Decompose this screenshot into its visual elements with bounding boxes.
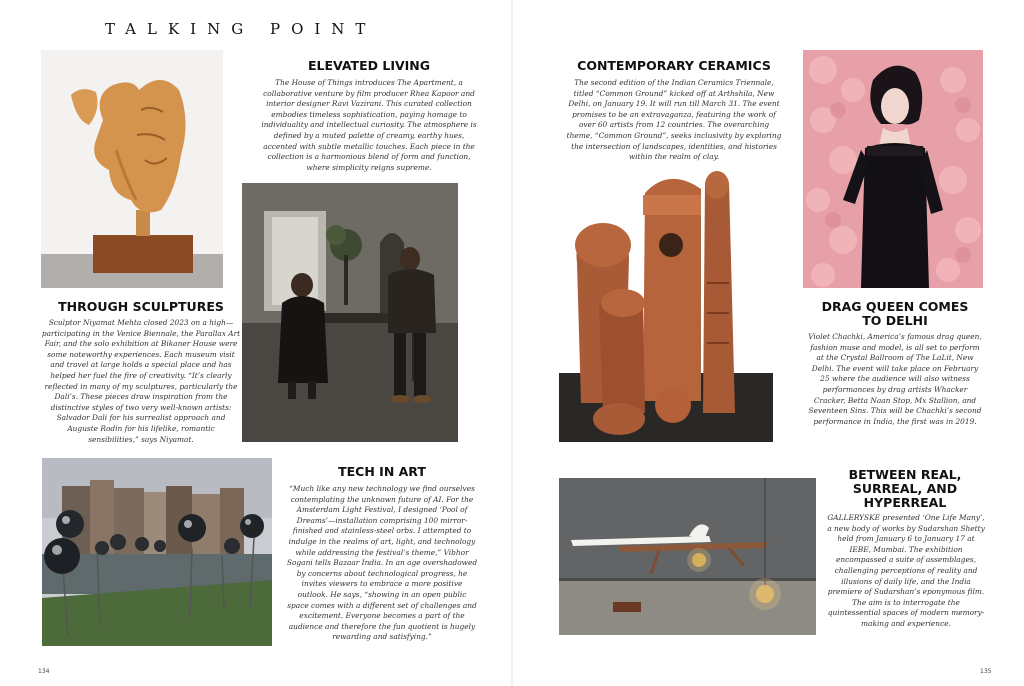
drag-queen-body: Violet Chachki, America’s famous drag queen, fashion muse and model, is all set to perform at the Crystal Ballroom of The LaLit, New Delhi. The event will take place on February 25 where the audience will also witness performances by drag artists Whacker Cracker, Betta Naan Stop, Mx Stallion, and Seventeen Sins. This will be Chachki’s second performance in India, the first was in 2019. xyxy=(808,332,982,426)
between-real-body: GALLERYSKE presented ‘One Life Many’, a new body of works by Sudarshan Shetty held from January 6 to January 17 at IEBE, Mumbai. The exhibition encompassed a suite of assemblages, challenging perceptions of reality and illusions of daily life, and the India premiere of Sudarshan’s eponymous film. The aim is to interrogate the quintessential spaces of modern memory-making and experience. xyxy=(827,513,985,628)
between-real-heading: BETWEEN REAL, SURREAL, AND HYPERREAL xyxy=(848,467,962,510)
ceramics-photo xyxy=(559,163,773,442)
tech-in-art-heading: TECH IN ART xyxy=(338,464,426,479)
installation-photo xyxy=(559,478,816,635)
contemporary-ceramics-body: The second edition of the Indian Ceramics Triennale, titled “Common Ground” kicked off at Arthshila, New Delhi, on January 19. It will run till March 31. The event promises to be an extravaganza, featuring the work of over 60 artists from 12 countries. The overarching theme, “Common Ground”, seeks inclusivity by exploring the intersection of landscapes, identities, and histories within the realm of clay. xyxy=(566,78,782,162)
sculpture-photo xyxy=(41,50,223,288)
section-title: TALKING POINT xyxy=(105,20,377,38)
drag-queen-heading: DRAG QUEEN COMES TO DELHI xyxy=(821,299,969,328)
contemporary-ceramics-heading: CONTEMPORARY CERAMICS xyxy=(577,58,771,73)
interior-photo xyxy=(242,183,458,442)
through-sculptures-heading: THROUGH SCULPTURES xyxy=(58,299,224,314)
through-sculptures-body: Sculptor Niyamat Mehta closed 2023 on a high—participating in the Venice Biennale, the Parallax Art Fair, and the solo exhibition at Bikaner House were some noteworthy experiences. Each museum visit and travel at large holds a special place and has helped her fuel the fire of creativity. “It’s clearly reflected in many of my sculptures, particularly the Dali’s. These pieces draw inspiration from the distinctive styles of two very well-known artists: Salvador Dali for his surrealist approach and Auguste Rodin for his lifelike, romantic sensibilities,” says Niyamat. xyxy=(41,318,241,444)
elevated-living-heading: ELEVATED LIVING xyxy=(307,58,431,73)
page-gutter xyxy=(511,0,513,686)
elevated-living-body: The House of Things introduces The Apartment, a collaborative venture by film producer Rhea Kapoor and interior designer Ravi Vazirani. This curated collection embodies timeless sophistication, paying homage to individuality and intellectual curiosity. The atmosphere is defined by a muted palette of creamy, earthy hues, accented with subtle metallic touches. Each piece in the collection is a harmonious blend of form and function, where simplicity reigns supreme. xyxy=(261,78,477,172)
tech-in-art-body: “Much like any new technology we find ourselves contemplating the unknown future of AI. For the Amsterdam Light Festival, I designed ‘Pool of Dreams’—installation comprising 100 mirror-finished and stainless-steel orbs. I attempted to indulge in the realms of art, light, and technology while addressing the festival’s theme,” Vibhor Sogani tells Bazaar India. In an age overshadowed by concerns about technological progress, he invites viewers to embrace a more positive outlook. He says, “showing in an open public space comes with a different set of challenges and excitement. Everyone becomes a part of the audience and therefore the fun quotient is hugely rewarding and satisfying.” xyxy=(286,484,478,642)
page-number-right: 135 xyxy=(980,668,992,675)
mirror-orbs-photo xyxy=(42,458,272,646)
page-number-left: 134 xyxy=(38,668,50,675)
drag-queen-photo xyxy=(803,50,983,288)
